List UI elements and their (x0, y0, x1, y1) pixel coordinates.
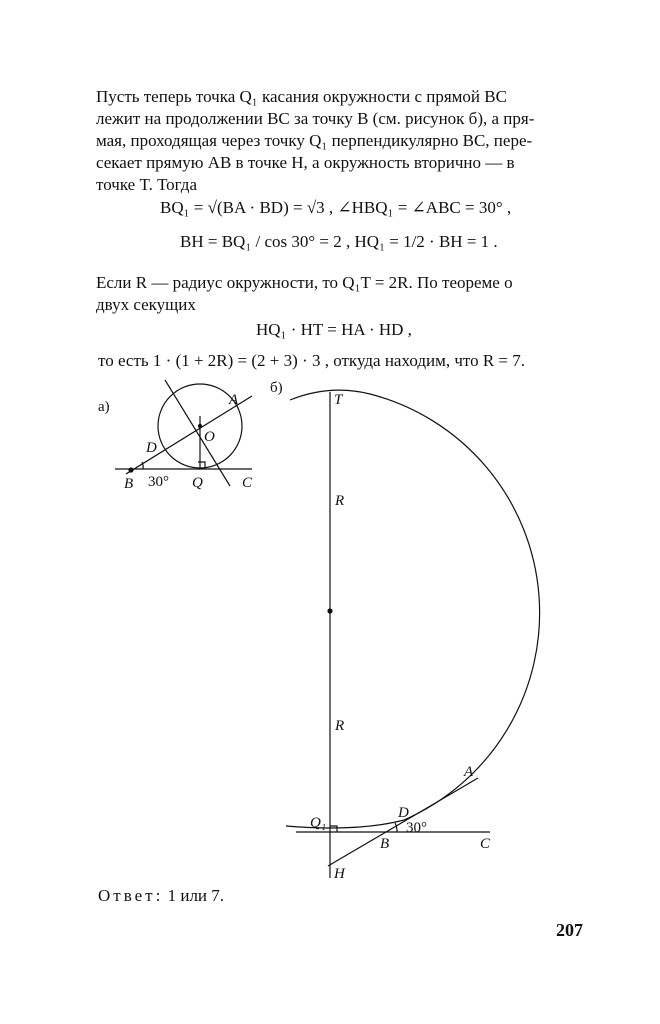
paragraph-1-line: секает прямую AB в точке H, а окружность вторично — в (96, 153, 515, 172)
point-o-a (199, 425, 202, 428)
angle-arc-a (142, 462, 143, 469)
big-circle-arc-b (286, 390, 540, 828)
secant-line-b (328, 778, 478, 866)
equation-2: BH = BQ₁ / cos 30° = 2 , HQ₁ = 1/2 · BH = 1 . (180, 232, 498, 251)
center-point-b (328, 609, 332, 613)
diagonal-line-a (165, 380, 230, 486)
equation-1: BQ₁ = √(BA · BD) = √3 , ∠HBQ₁ = ∠ABC = 30° , (160, 198, 512, 217)
label-c-b: C (480, 836, 491, 852)
angle-arc-b (395, 823, 397, 832)
label-t-b: T (334, 392, 343, 408)
label-b-a: B (124, 476, 134, 492)
label-q1-b: Q₁ (310, 815, 327, 831)
label-angle-a: 30° (148, 474, 169, 490)
figure-a-labels (98, 392, 253, 492)
paragraph-1-line: Пусть теперь точка Q₁ касания окружности с прямой BC (96, 87, 507, 106)
label-a-b: A (464, 764, 474, 780)
paragraph-3-line: то есть 1 · (1 + 2R) = (2 + 3) · 3 , откуда находим, что R = 7. (98, 351, 526, 370)
paragraph-1-line: точке T. Тогда (96, 175, 197, 194)
paragraph-2-line: Если R — радиус окружности, то Q₁T = 2R. По теореме о (96, 273, 513, 292)
figure-b-labels (270, 380, 491, 882)
paragraph-2-line: двух секущих (96, 295, 196, 314)
answer (98, 886, 224, 906)
label-d-a: D (146, 440, 157, 456)
label-a-a: A (229, 392, 239, 408)
point-b-a (129, 468, 133, 472)
label-angle-b: 30° (406, 820, 427, 836)
label-h-b: H (334, 866, 345, 882)
paragraph-1-line: лежит на продолжении BC за точку B (см. рисунок б), а пря- (96, 109, 535, 128)
paragraph-1-line: мая, проходящая через точку Q₁ перпендикулярно BC, пере- (96, 131, 533, 150)
equation-3: HQ₁ · HT = HA · HD , (256, 320, 412, 339)
answer-label: Ответ: (98, 886, 164, 905)
label-r-upper-b: R (335, 493, 345, 509)
answer-value: 1 или 7. (167, 886, 225, 905)
right-angle-mark-b (330, 826, 337, 832)
label-q-a: Q (192, 475, 203, 491)
label-c-a: C (242, 475, 253, 491)
label-o-a: O (204, 429, 215, 445)
label-r-lower-b: R (335, 718, 345, 734)
figure-b-caption: б) (270, 380, 283, 396)
label-b-b: B (380, 836, 390, 852)
figure-a-caption: а) (98, 399, 110, 415)
label-d-b: D (398, 805, 409, 821)
page-number: 207 (556, 920, 583, 940)
figure-b (286, 390, 540, 878)
